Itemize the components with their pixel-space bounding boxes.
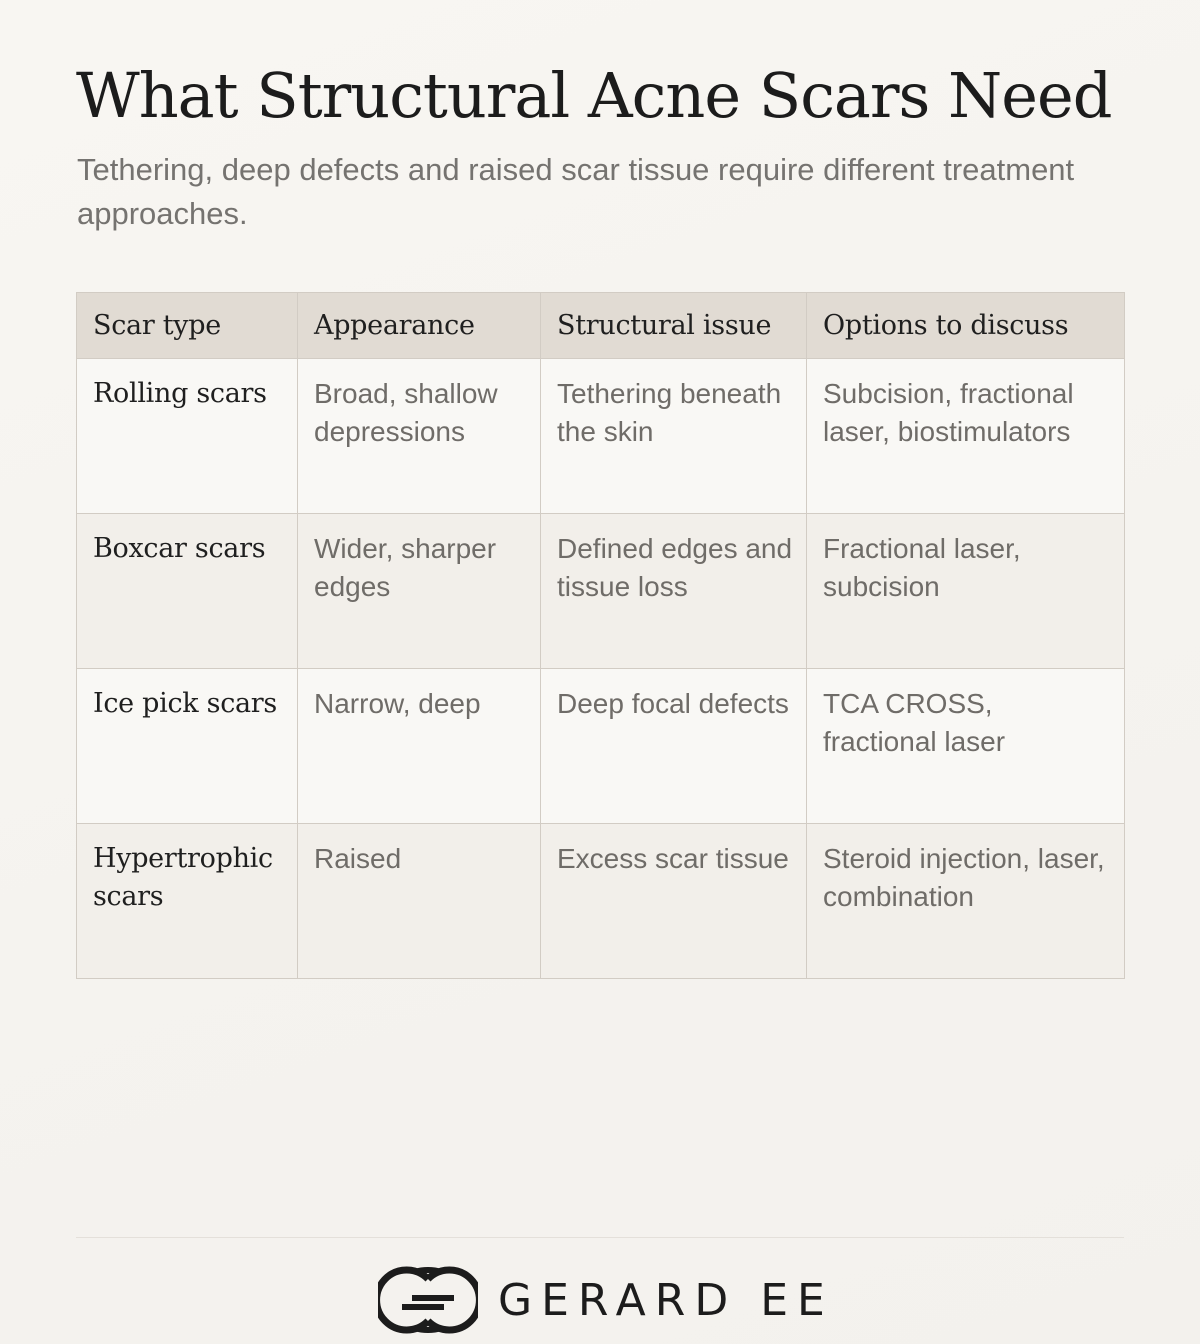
- scar-type-cell: Ice pick scars: [77, 669, 298, 824]
- column-header-structural-issue: Structural issue: [541, 293, 807, 359]
- appearance-cell: Wider, sharper edges: [298, 514, 541, 669]
- page-subtitle: Tethering, deep defects and raised scar tissue require different treatment approaches.: [77, 152, 1075, 231]
- options-cell: Fractional laser, subcision: [807, 514, 1125, 669]
- appearance-cell: Narrow, deep: [298, 669, 541, 824]
- options-cell: TCA CROSS, fractional laser: [807, 669, 1125, 824]
- options-cell: Subcision, fractional laser, biostimulators: [807, 359, 1125, 514]
- gerard-ee-monogram-icon: [378, 1265, 478, 1335]
- brand-logo: [378, 1264, 834, 1336]
- structural-issue-cell: Excess scar tissue: [541, 824, 807, 979]
- page-title: What Structural Acne Scars Need: [76, 59, 1112, 132]
- scar-type-cell: Hypertrophic scars: [77, 824, 298, 979]
- table-row: [77, 824, 1125, 979]
- appearance-cell: Broad, shallow depressions: [298, 359, 541, 514]
- scar-type-cell: Rolling scars: [77, 359, 298, 514]
- scar-treatment-table: [76, 292, 1125, 979]
- footer-divider: [76, 1237, 1124, 1238]
- column-header-appearance: Appearance: [298, 293, 541, 359]
- structural-issue-cell: Tethering beneath the skin: [541, 359, 807, 514]
- structural-issue-cell: Defined edges and tissue loss: [541, 514, 807, 669]
- options-cell: Steroid injection, laser, combination: [807, 824, 1125, 979]
- column-header-options: Options to discuss: [807, 293, 1125, 359]
- table-header-row: [77, 293, 1125, 359]
- scar-type-cell: Boxcar scars: [77, 514, 298, 669]
- table-row: [77, 669, 1125, 824]
- structural-issue-cell: Deep focal defects: [541, 669, 807, 824]
- column-header-scar-type: Scar type: [77, 293, 298, 359]
- table-row: [77, 359, 1125, 514]
- appearance-cell: Raised: [298, 824, 541, 979]
- table-row: [77, 514, 1125, 669]
- brand-name: GERARD EE: [498, 1274, 834, 1326]
